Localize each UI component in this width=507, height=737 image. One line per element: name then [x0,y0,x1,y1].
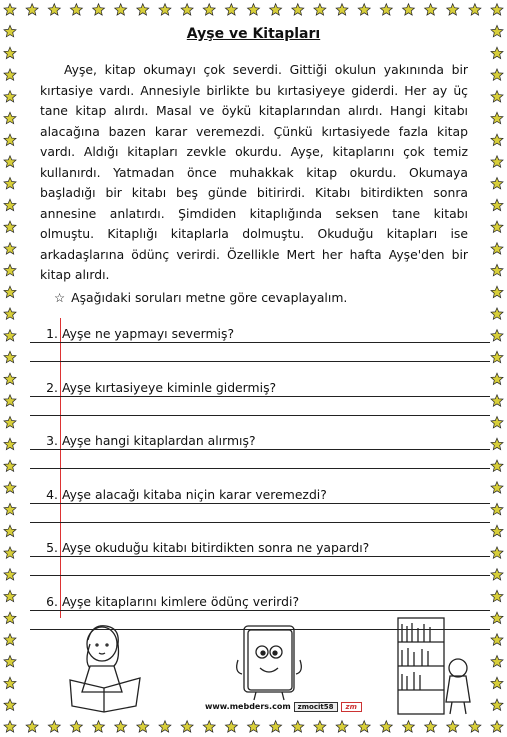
star-icon [159,721,171,732]
question-text: Ayşe kitaplarını kimlere ödünç verirdi? [62,593,300,609]
star-icon [403,4,415,15]
star-icon [314,4,326,15]
star-icon [491,373,503,384]
star-icon [491,264,503,275]
star-icon [491,221,503,232]
star-icon [491,330,503,341]
star-icon [4,4,16,15]
star-icon [336,721,348,732]
star-icon [4,503,16,514]
star-icon [225,4,237,15]
star-icon [447,721,459,732]
star-icon [491,91,503,102]
star-icon [4,634,16,645]
answer-line[interactable] [30,468,490,469]
answer-line[interactable] [30,415,490,416]
book-character-icon [234,622,304,702]
question-text: Ayşe ne yapmayı severmiş? [62,326,235,341]
star-icon [491,656,503,667]
star-icon [491,612,503,623]
star-icon [4,156,16,167]
star-icon [447,4,459,15]
question-number: 5. [46,540,58,555]
question-number: 3. [46,433,58,448]
star-icon [137,721,149,732]
star-icon [491,721,503,732]
star-icon [93,4,105,15]
star-icon [4,221,16,232]
star-icon [491,482,503,493]
star-icon [4,112,16,123]
star-icon [491,351,503,362]
star-icon [4,547,16,558]
question-text: Ayşe okuduğu kitabı bitirdikten sonra ne yapardı? [62,540,370,555]
question-number: 6. [46,593,58,609]
star-icon [270,4,282,15]
star-icon [491,286,503,297]
star-icon [491,547,503,558]
star-icon [4,373,16,384]
star-icon [491,308,503,319]
star-icon [4,69,16,80]
star-icon [4,47,16,58]
star-icon [491,395,503,406]
star-icon [4,699,16,710]
question-number: 1. [46,326,58,341]
question-underline [30,503,490,504]
question-underline [30,396,490,397]
star-icon [491,47,503,58]
question-1 [44,326,234,341]
question-4 [44,487,327,502]
star-icon [4,460,16,471]
star-icon [48,4,60,15]
star-icon [358,4,370,15]
star-icon [4,134,16,145]
star-icon [4,482,16,493]
star-icon [4,91,16,102]
star-icon [225,721,237,732]
badge: zmocit58 [294,702,338,712]
star-icon [491,156,503,167]
star-icon [4,590,16,601]
star-icon [491,438,503,449]
star-icon [425,4,437,15]
girl-bookshelf-icon [392,614,478,718]
star-icon [358,721,370,732]
star-icon [469,721,481,732]
star-icon [491,525,503,536]
star-icon [491,590,503,601]
star-icon [4,351,16,362]
star-icon [491,699,503,710]
star-icon [4,438,16,449]
question-text: Ayşe alacağı kitaba niçin karar veremezdi? [62,486,327,502]
star-icon [491,134,503,145]
star-icon [292,4,304,15]
question-underline [30,449,490,450]
answer-line[interactable] [30,575,490,576]
star-icon [4,243,16,254]
mark: zm [341,702,362,712]
star-icon [4,286,16,297]
star-icon [48,721,60,732]
star-icon [491,69,503,80]
question-text: Ayşe kırtasiyeye kiminle gidermiş? [62,379,277,395]
star-icon [248,721,260,732]
question-3 [44,433,256,448]
footer [205,702,362,712]
star-icon [380,721,392,732]
star-icon [491,569,503,580]
star-icon [4,417,16,428]
star-icon [4,656,16,667]
star-icon [491,4,503,15]
star-icon [4,308,16,319]
star-icon [314,721,326,732]
star-icon [491,634,503,645]
star-icon [26,4,38,15]
star-icon [491,677,503,688]
star-icon [4,525,16,536]
star-icon [336,4,348,15]
star-icon [491,460,503,471]
star-icon [270,721,282,732]
star-icon [380,4,392,15]
star-icon [159,4,171,15]
star-icon [491,178,503,189]
star-outline-icon: ☆ [54,290,66,305]
page-title: Ayşe ve Kitapları [186,26,321,42]
star-icon [469,4,481,15]
question-text: Ayşe hangi kitaplardan alırmış? [62,433,256,448]
star-icon [248,4,260,15]
answer-line[interactable] [30,361,490,362]
star-icon [203,721,215,732]
star-icon [292,721,304,732]
instruction: ☆ Aşağıdaki soruları metne göre cevaplayalım. [54,290,348,305]
star-icon [137,4,149,15]
star-icon [491,243,503,254]
star-icon [491,112,503,123]
star-icon [70,721,82,732]
answer-line[interactable] [30,522,490,523]
question-underline [30,342,490,343]
star-icon [4,395,16,406]
star-icon [4,330,16,341]
star-icon [115,721,127,732]
star-icon [4,721,16,732]
star-icon [4,612,16,623]
star-icon [181,721,193,732]
star-icon [4,264,16,275]
question-underline [30,556,490,557]
question-6 [44,594,299,609]
question-underline [30,610,490,611]
star-icon [425,721,437,732]
star-icon [70,4,82,15]
star-icon [181,4,193,15]
star-icon [4,677,16,688]
story-passage: Ayşe, kitap okumayı çok severdi. Gittiği okulun yakınında bir kırtasiye vardı. Annesiyle birlikte bu kırtasiyeye giderdi. Her ay üç tane kitap alırdı. Masal ve öykü kitaplarından alırdı. Hangi kitabı alacağına bazen karar veremezdi. Çünkü kırtasiyede fazla kitap vardı. Aldığı kitapları zevkle okurdu. Ayşe, kitaplarını çok temiz kullanırdı. Yatmadan önce muhakkak kitap okurdu. Okumaya başladığı bir kitabı beş günde bitirirdi. Kitabı bitirdikten sonra annesine anlatırdı. Şimdiden kitaplığında seksen tane kitabı olmuştu. Kitaplığı kitaplarla dolmuştu. Okuduğu kitapları ise arkadaşlarına ödünç verirdi. Özellikle Mert her hafta Ayşe'den bir kitap alırdı. [40,62,468,282]
star-icon [491,199,503,210]
site-url: www.mebders.com [205,702,291,711]
question-2 [44,380,276,395]
girl-reading-icon [62,622,150,714]
question-number: 4. [46,486,58,502]
star-icon [26,721,38,732]
star-icon [491,503,503,514]
star-icon [4,199,16,210]
star-icon [403,721,415,732]
star-icon [4,178,16,189]
question-5 [44,540,369,555]
star-icon [203,4,215,15]
star-icon [4,569,16,580]
star-icon [491,417,503,428]
star-icon [115,4,127,15]
star-icon [93,721,105,732]
question-number: 2. [46,379,58,395]
